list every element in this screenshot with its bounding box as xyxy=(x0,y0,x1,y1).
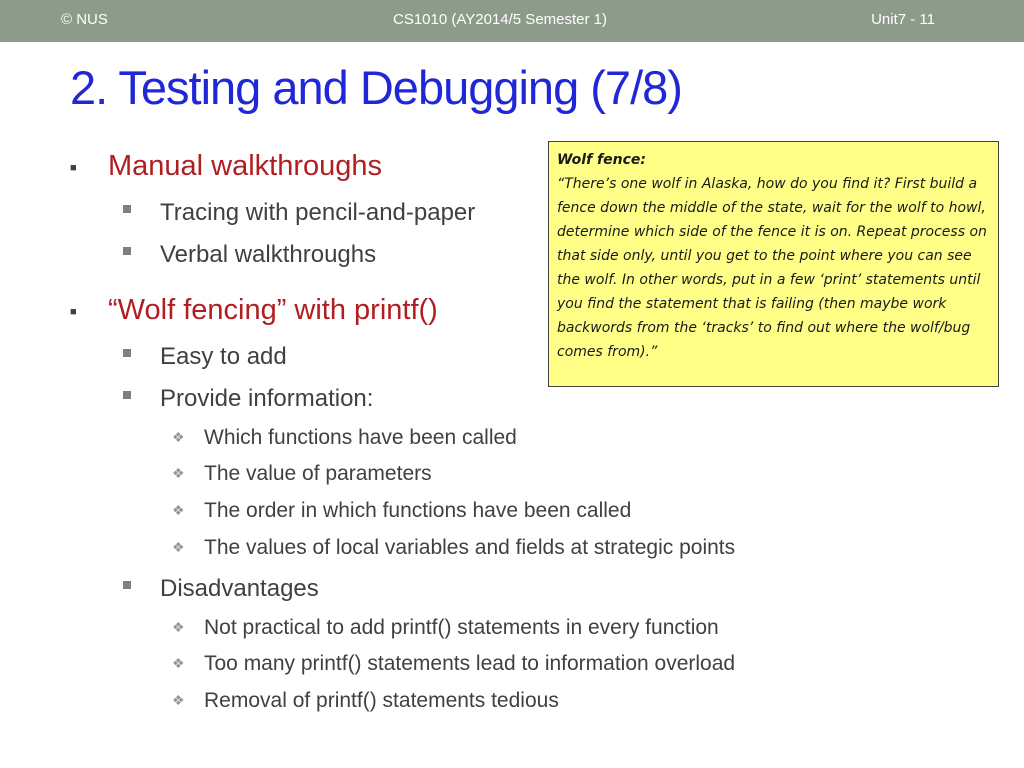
diamond-bullet-icon: ❖ xyxy=(172,655,185,671)
header-course: CS1010 (AY2014/5 Semester 1) xyxy=(393,11,608,28)
bullet-label: The order in which functions have been called xyxy=(204,499,632,522)
square-bullet-icon xyxy=(123,581,131,589)
header-page-number: Unit7 - 11 xyxy=(871,11,935,28)
bullet-label: The value of parameters xyxy=(204,462,432,485)
bullet-label: Which functions have been called xyxy=(204,426,517,449)
diamond-bullet-icon: ❖ xyxy=(172,502,185,518)
square-bullet-icon: ■ xyxy=(70,162,77,174)
square-bullet-icon xyxy=(123,349,131,357)
diamond-bullet-icon: ❖ xyxy=(172,692,185,708)
bullet-label: Too many printf() statements lead to information overload xyxy=(204,652,736,675)
square-bullet-icon xyxy=(123,205,131,213)
header-copyright: © NUS xyxy=(61,11,108,28)
slide-title: 2. Testing and Debugging (7/8) xyxy=(70,61,682,114)
square-bullet-icon: ■ xyxy=(70,306,77,318)
callout-quote: “There’s one wolf in Alaska, how do you find it? First build a fence down the middle of the state, wait for the wolf to howl, determine which side of the fence it is on. Repeat process on that side only, until you get to the point where you can see the wolf. In other words, put in a few ‘print’ statements until you find the statement that is failing (then maybe work backwords from the ‘tracks’ to find out where the wolf/bug comes from).” xyxy=(557,176,987,360)
diamond-bullet-icon: ❖ xyxy=(172,619,185,635)
wolf-fence-callout xyxy=(548,141,999,387)
bullet-label: Provide information: xyxy=(160,385,374,412)
header-bar xyxy=(0,0,1024,42)
bullet-label: Manual walkthroughs xyxy=(108,150,383,182)
square-bullet-icon xyxy=(123,247,131,255)
diamond-bullet-icon: ❖ xyxy=(172,429,185,445)
bullet-label: “Wolf fencing” with printf() xyxy=(108,294,438,326)
diamond-bullet-icon: ❖ xyxy=(172,465,185,481)
bullet-label: Not practical to add printf() statements in every function xyxy=(204,616,719,639)
bullet-label: The values of local variables and fields at strategic points xyxy=(204,536,736,559)
bullet-label: Disadvantages xyxy=(160,575,319,602)
callout-title: Wolf fence: xyxy=(557,152,647,168)
diamond-bullet-icon: ❖ xyxy=(172,539,185,555)
bullet-label: Tracing with pencil-and-paper xyxy=(160,199,476,226)
bullet-label: Removal of printf() statements tedious xyxy=(204,689,559,712)
square-bullet-icon xyxy=(123,391,131,399)
bullet-label: Easy to add xyxy=(160,343,287,370)
bullet-label: Verbal walkthroughs xyxy=(160,241,377,268)
